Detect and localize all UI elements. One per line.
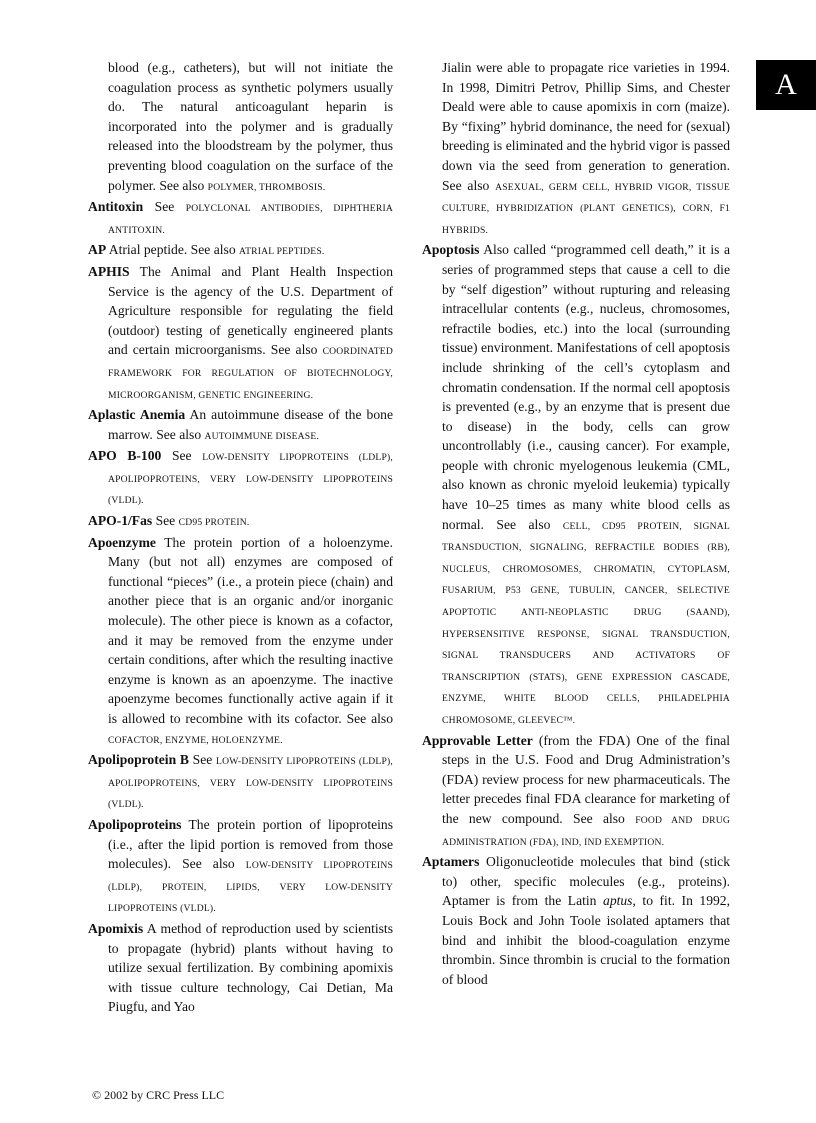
glossary-entry-antitoxin: [88, 197, 393, 240]
entry-definition: The protein portion of lipoproteins (i.e., after the lipid portion is removed from those molecules). See also: [108, 816, 393, 872]
entry-term: APHIS: [88, 263, 130, 279]
right-column: [422, 58, 730, 989]
see-also-references: COFACTOR, ENZYME, HOLOENZYME.: [108, 734, 283, 746]
see-also-references: CD95 PROTEIN.: [178, 517, 250, 529]
entry-term: APO B-100: [88, 448, 162, 464]
see-also-references: POLYCLONAL ANTIBODIES, DIPHTHERIA ANTITOXIN.: [108, 203, 393, 236]
entry-term: Approvable Letter: [422, 732, 533, 748]
see-also-references: FOOD AND DRUG ADMINISTRATION (FDA), IND, IND EXEMPTION.: [442, 814, 730, 848]
glossary-entry-apo-1-fas: [88, 511, 393, 533]
entry-term: Apolipoproteins: [88, 816, 182, 832]
left-column: [88, 58, 393, 1017]
entry-definition: See: [143, 199, 186, 215]
glossary-entry-aphis: [88, 262, 393, 405]
italic-term: aptus: [603, 893, 633, 909]
entry-definition: Jialin were able to propagate rice varieties in 1994. In 1998, Dimitri Petrov, Phillip Sims, and Chester Deald were able to cause apomixis in corn (maize). By “fixing” hybrid dominance, the need for (sexual) breeding is eliminated and the hybrid vigor is passed down via the seed from generation to generation. See also: [442, 60, 730, 193]
entry-definition: An autoimmune disease of the bone marrow. See also: [108, 407, 393, 442]
see-also-references: AUTOIMMUNE DISEASE.: [204, 430, 319, 442]
section-letter-tab: A: [756, 60, 816, 110]
glossary-entry-blood-cont: [88, 58, 393, 197]
glossary-entry-approvable-letter: [422, 731, 730, 853]
entry-definition: A method of reproduction used by scientists to propagate (hybrid) plants without having to utilize sexual fertilization. By combining apomixis with tissue culture technology, Cai Detian, Ma Piugfu, and Yao: [108, 920, 393, 1015]
entry-term: Apolipoprotein B: [88, 752, 189, 768]
entry-term: Aplastic Anemia: [88, 407, 186, 423]
entry-definition: Oligonucleotide molecules that bind (stick to) other, specific molecules (e.g., proteins). Aptamer is from the Latin: [442, 854, 730, 909]
entry-definition: Atrial peptide. See also: [106, 242, 240, 258]
entry-definition: , to fit. In 1992, Louis Bock and John Toole isolated aptamers that bind and inhibit the blood-coagulation enzyme thrombin. Since thrombin is crucial to the formation of blood: [442, 893, 730, 987]
glossary-entry-apomixis: [88, 919, 393, 1017]
glossary-entry-apomixis-cont: [422, 58, 730, 240]
entry-term: AP: [88, 242, 107, 258]
entry-term: Apoenzyme: [88, 534, 156, 550]
entry-definition: See: [188, 752, 217, 768]
see-also-references: POLYMER, THROMBOSIS.: [207, 181, 326, 193]
see-also-references: ATRIAL PEPTIDES.: [239, 246, 325, 258]
entry-term: Apomixis: [88, 920, 144, 936]
glossary-entry-apoenzyme: [88, 533, 393, 751]
entry-term: APO-1/Fas: [88, 513, 153, 529]
entry-definition: See: [152, 513, 179, 529]
copyright-footer: © 2002 by CRC Press LLC: [92, 1088, 225, 1102]
entry-definition: The Animal and Plant Health Inspection Service is the agency of the U.S. Department of Agriculture responsible for regulating the field (outdoor) testing of genetically engineered plants and certain microorganisms. See also: [108, 263, 393, 358]
entry-definition: blood (e.g., catheters), but will not initiate the coagulation process as synthetic polymers usually do. The natural anticoagulant heparin is incorporated into the polymer and is gradually released into the bloodstream by the polymer, thus preventing blood coagulation on the surface of the polymer. See also: [108, 60, 393, 193]
entry-definition: Also called “programmed cell death,” it is a series of programmed steps that cause a cell to die by “self digestion” without rupturing and releasing intracellular contents (e.g., nucleus, chromosomes, refractile bodies, etc.) into the local (surrounding tissue) environment. Manifestations of cell apoptosis include shrinking of the cell’s cytoplasm and chromatin condensation. If the normal cell apoptosis is prevented (e.g., by an enzyme that is present due to disease) in the body, cells can grow uncontrollably (i.e., causing cancer). For example, people with chronic myelogenous leukemia (CML, also known as chronic myeloid leukemia) typically have 10–25 times as many white blood cells as normal. See also: [442, 242, 730, 532]
see-also-references: ASEXUAL, GERM CELL, HYBRID VIGOR, TISSUE CULTURE, HYBRIDIZATION (PLANT GENETICS), CORN, F1 HYBRIDS.: [442, 181, 730, 236]
entry-definition: See: [161, 448, 203, 464]
glossary-entry-apoptosis: [422, 240, 730, 730]
entry-term: Antitoxin: [88, 199, 144, 215]
glossary-entry-aptamers: [422, 852, 730, 989]
glossary-entry-ap: [88, 240, 393, 262]
entry-definition: The protein portion of a holoenzyme. Many (but not all) enzymes are composed of functional “pieces” (i.e., a protein piece (chain) and another piece that is an organic and/or inorganic molecule). The other piece is known as a cofactor, and it may be removed from the enzyme under certain conditions, after which the resulting inactive enzyme is known as an apoenzyme. The inactive apoenzyme becomes functionally active again if it is allowed to recombine with its cofactor. See also: [108, 534, 393, 726]
see-also-references: LOW-DENSITY LIPOPROTEINS (LDLP), APOLIPOPROTEINS, VERY LOW-DENSITY LIPOPROTEINS (VLDL).: [108, 452, 393, 507]
glossary-entry-apolipoprotein-b: [88, 750, 393, 815]
glossary-entry-aplastic-anemia: [88, 405, 393, 446]
glossary-entry-apolipoproteins: [88, 815, 393, 919]
see-also-references: CELL, CD95 PROTEIN, SIGNAL TRANSDUCTION, SIGNALING, REFRACTILE BODIES (RB), NUCLEUS, CHROMOSOMES, CHROMATIN, CYTOPLASM, FUSARIUM, P53 GENE, TUBULIN, CANCER, SELECTIVE APOPTOTIC ANTI-NEOPLASTIC DRUG (SAAND), HYPERSENSITIVE RESPONSE, SIGNAL TRANSDUCTION, SIGNAL TRANSDUCERS AND ACTIVATORS OF TRANSCRIPTION (STATS), GENE EXPRESSION CASCADE, ENZYME, WHITE BLOOD CELLS, PHILADELPHIA CHROMOSOME, GLEEVEC™.: [442, 520, 730, 726]
entry-definition: (from the FDA) One of the final steps in the U.S. Food and Drug Administration’s (FDA) review process for new pharmaceuticals. The letter precedes final FDA clearance for marketing of the new compound. See also: [442, 732, 731, 826]
see-also-references: COORDINATED FRAMEWORK FOR REGULATION OF BIOTECHNOLOGY, MICROORGANISM, GENETIC ENGINEERING.: [108, 346, 393, 401]
entry-term: Aptamers: [422, 854, 480, 870]
glossary-entry-apo-b-100: [88, 446, 393, 511]
see-also-references: LOW-DENSITY LIPOPROTEINS (LDLP), PROTEIN, LIPIDS, VERY LOW-DENSITY LIPOPROTEINS (VLDL).: [108, 860, 393, 915]
entry-term: Apoptosis: [422, 242, 480, 258]
see-also-references: LOW-DENSITY LIPOPROTEINS (LDLP), APOLIPOPROTEINS, VERY LOW-DENSITY LIPOPROTEINS (VLDL).: [108, 756, 393, 811]
